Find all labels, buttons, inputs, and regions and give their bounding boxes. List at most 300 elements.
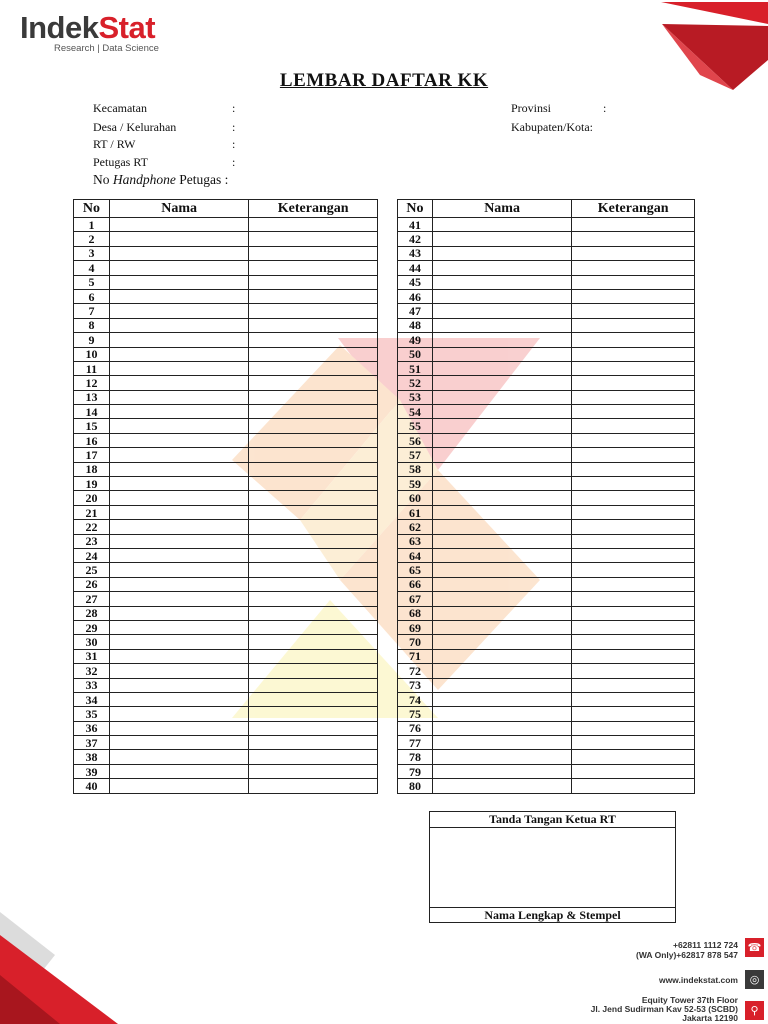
row-number: 31: [74, 649, 110, 663]
keterangan-cell: [249, 477, 378, 491]
table-row: [74, 491, 378, 505]
row-number: 47: [398, 304, 433, 318]
nama-cell: [432, 261, 571, 275]
keterangan-cell: [249, 390, 378, 404]
table-row: [74, 534, 378, 548]
keterangan-cell: [249, 520, 378, 534]
table-row: [398, 592, 695, 606]
table-row: [398, 707, 695, 721]
table-row: [398, 664, 695, 678]
table-row: [398, 577, 695, 591]
row-number: 68: [398, 606, 433, 620]
table-row: [398, 376, 695, 390]
nama-cell: [109, 462, 248, 476]
table-row: [74, 433, 378, 447]
table-row: [74, 405, 378, 419]
nama-cell: [432, 736, 571, 750]
keterangan-cell: [249, 577, 378, 591]
field-desa-colon: :: [232, 120, 236, 134]
keterangan-cell: [572, 707, 695, 721]
nama-cell: [109, 520, 248, 534]
row-number: 75: [398, 707, 433, 721]
nama-cell: [109, 246, 248, 260]
keterangan-cell: [572, 289, 695, 303]
table-row: [398, 750, 695, 764]
keterangan-cell: [572, 649, 695, 663]
row-number: 43: [398, 246, 433, 260]
nama-cell: [109, 333, 248, 347]
keterangan-cell: [572, 376, 695, 390]
nama-cell: [432, 218, 571, 232]
keterangan-cell: [249, 736, 378, 750]
contact-phone: [636, 940, 738, 960]
table-row: [74, 764, 378, 778]
table-row: [398, 635, 695, 649]
keterangan-cell: [249, 405, 378, 419]
keterangan-cell: [249, 232, 378, 246]
nama-cell: [109, 707, 248, 721]
field-provinsi-colon: :: [603, 101, 607, 115]
table-row: [74, 448, 378, 462]
keterangan-cell: [572, 505, 695, 519]
row-number: 44: [398, 261, 433, 275]
row-number: 4: [74, 261, 110, 275]
field-provinsi-label: Provinsi: [511, 101, 552, 115]
row-number: 3: [74, 246, 110, 260]
nama-cell: [432, 390, 571, 404]
keterangan-cell: [572, 736, 695, 750]
keterangan-cell: [249, 721, 378, 735]
nama-cell: [432, 577, 571, 591]
row-number: 36: [74, 721, 110, 735]
nama-cell: [432, 764, 571, 778]
table-row: [74, 520, 378, 534]
table-row: [398, 448, 695, 462]
row-number: 14: [74, 405, 110, 419]
table-row: [398, 433, 695, 447]
table-row: [398, 779, 695, 793]
table-row: [74, 635, 378, 649]
table-row: [74, 505, 378, 519]
phone-line-2: (WA Only)+62817 878 547: [636, 950, 738, 960]
nama-cell: [432, 750, 571, 764]
keterangan-cell: [249, 563, 378, 577]
field-kecamatan-label: Kecamatan: [93, 101, 147, 115]
table-row: [74, 692, 378, 706]
keterangan-cell: [572, 764, 695, 778]
keterangan-cell: [572, 218, 695, 232]
row-number: 42: [398, 232, 433, 246]
keterangan-cell: [249, 289, 378, 303]
keterangan-cell: [572, 433, 695, 447]
table-row: [398, 534, 695, 548]
handphone-prefix: No: [93, 172, 113, 187]
row-number: 22: [74, 520, 110, 534]
keterangan-cell: [249, 779, 378, 793]
keterangan-cell: [249, 505, 378, 519]
nama-cell: [432, 649, 571, 663]
row-number: 77: [398, 736, 433, 750]
nama-cell: [432, 462, 571, 476]
nama-cell: [109, 318, 248, 332]
keterangan-cell: [572, 405, 695, 419]
table-row: [398, 678, 695, 692]
table-row: [74, 347, 378, 361]
keterangan-cell: [572, 333, 695, 347]
table-row: [74, 620, 378, 634]
table-row: [74, 736, 378, 750]
row-number: 11: [74, 361, 110, 375]
kk-table-left: [73, 199, 378, 794]
table-row: [398, 218, 695, 232]
keterangan-cell: [572, 462, 695, 476]
row-number: 18: [74, 462, 110, 476]
keterangan-cell: [572, 721, 695, 735]
signature-box: [429, 811, 676, 923]
keterangan-cell: [572, 678, 695, 692]
table-row: [74, 664, 378, 678]
nama-cell: [432, 678, 571, 692]
row-number: 79: [398, 764, 433, 778]
row-number: 57: [398, 448, 433, 462]
row-number: 28: [74, 606, 110, 620]
nama-cell: [432, 606, 571, 620]
nama-cell: [109, 289, 248, 303]
keterangan-cell: [249, 649, 378, 663]
nama-cell: [109, 405, 248, 419]
row-number: 7: [74, 304, 110, 318]
nama-cell: [109, 433, 248, 447]
logo-tagline: Research | Data Science: [54, 43, 159, 54]
table-row: [74, 750, 378, 764]
keterangan-cell: [249, 764, 378, 778]
row-number: 63: [398, 534, 433, 548]
col-header-no: No: [74, 200, 110, 218]
keterangan-cell: [249, 246, 378, 260]
keterangan-cell: [249, 548, 378, 562]
row-number: 60: [398, 491, 433, 505]
row-number: 49: [398, 333, 433, 347]
col-header-keterangan: Keterangan: [249, 200, 378, 218]
keterangan-cell: [249, 462, 378, 476]
table-row: [74, 390, 378, 404]
nama-cell: [109, 764, 248, 778]
keterangan-cell: [249, 664, 378, 678]
nama-cell: [109, 649, 248, 663]
keterangan-cell: [572, 491, 695, 505]
table-row: [74, 376, 378, 390]
address-line-3: Jakarta 12190: [682, 1013, 738, 1023]
row-number: 17: [74, 448, 110, 462]
row-number: 29: [74, 620, 110, 634]
table-row: [398, 520, 695, 534]
row-number: 78: [398, 750, 433, 764]
keterangan-cell: [249, 376, 378, 390]
table-row: [398, 419, 695, 433]
col-header-keterangan: Keterangan: [572, 200, 695, 218]
keterangan-cell: [572, 232, 695, 246]
keterangan-cell: [572, 520, 695, 534]
nama-cell: [109, 620, 248, 634]
handphone-suffix: Petugas :: [175, 172, 229, 187]
row-number: 34: [74, 692, 110, 706]
table-row: [398, 261, 695, 275]
col-header-nama: Nama: [109, 200, 248, 218]
nama-cell: [109, 548, 248, 562]
field-petugas-colon: :: [232, 155, 236, 169]
nama-cell: [432, 620, 571, 634]
keterangan-cell: [572, 548, 695, 562]
keterangan-cell: [249, 333, 378, 347]
nama-cell: [432, 592, 571, 606]
field-kecamatan-colon: :: [232, 101, 236, 115]
row-number: 46: [398, 289, 433, 303]
table-row: [74, 649, 378, 663]
table-row: [398, 318, 695, 332]
table-row: [74, 333, 378, 347]
keterangan-cell: [249, 606, 378, 620]
nama-cell: [432, 361, 571, 375]
keterangan-cell: [572, 577, 695, 591]
keterangan-cell: [572, 246, 695, 260]
row-number: 16: [74, 433, 110, 447]
nama-cell: [432, 548, 571, 562]
keterangan-cell: [249, 448, 378, 462]
field-kabupaten-label: Kabupaten/Kota:: [511, 120, 593, 134]
row-number: 71: [398, 649, 433, 663]
location-pin-icon: ⚲: [745, 1001, 764, 1020]
row-number: 72: [398, 664, 433, 678]
nama-cell: [109, 592, 248, 606]
row-number: 24: [74, 548, 110, 562]
table-row: [398, 606, 695, 620]
nama-cell: [109, 218, 248, 232]
nama-cell: [109, 721, 248, 735]
table-row: [398, 649, 695, 663]
keterangan-cell: [249, 347, 378, 361]
nama-cell: [109, 491, 248, 505]
col-header-no: No: [398, 200, 433, 218]
nama-cell: [109, 664, 248, 678]
nama-cell: [432, 347, 571, 361]
nama-cell: [432, 304, 571, 318]
company-logo: [20, 10, 159, 54]
nama-cell: [432, 563, 571, 577]
row-number: 35: [74, 707, 110, 721]
signature-footer: Nama Lengkap & Stempel: [430, 907, 675, 922]
keterangan-cell: [249, 218, 378, 232]
nama-cell: [432, 232, 571, 246]
row-number: 67: [398, 592, 433, 606]
row-number: 12: [74, 376, 110, 390]
keterangan-cell: [572, 692, 695, 706]
logo-text-part1: Indek: [20, 10, 99, 45]
table-row: [74, 275, 378, 289]
table-row: [398, 347, 695, 361]
row-number: 10: [74, 347, 110, 361]
keterangan-cell: [572, 304, 695, 318]
nama-cell: [109, 635, 248, 649]
nama-cell: [432, 707, 571, 721]
nama-cell: [109, 505, 248, 519]
table-row: [74, 592, 378, 606]
table-row: [74, 707, 378, 721]
row-number: 58: [398, 462, 433, 476]
nama-cell: [432, 433, 571, 447]
nama-cell: [432, 419, 571, 433]
handphone-italic: Handphone: [112, 172, 176, 187]
nama-cell: [432, 477, 571, 491]
nama-cell: [432, 246, 571, 260]
nama-cell: [109, 448, 248, 462]
nama-cell: [432, 448, 571, 462]
nama-cell: [109, 678, 248, 692]
nama-cell: [432, 318, 571, 332]
page-title: LEMBAR DAFTAR KK: [279, 70, 489, 91]
table-row: [398, 333, 695, 347]
table-row: [74, 261, 378, 275]
row-number: 19: [74, 477, 110, 491]
row-number: 40: [74, 779, 110, 793]
nama-cell: [432, 491, 571, 505]
keterangan-cell: [572, 563, 695, 577]
table-row: [398, 246, 695, 260]
website-text: www.indekstat.com: [658, 975, 738, 985]
keterangan-cell: [249, 692, 378, 706]
signature-header: Tanda Tangan Ketua RT: [430, 812, 675, 828]
table-row: [74, 419, 378, 433]
nama-cell: [109, 779, 248, 793]
table-row: [74, 318, 378, 332]
row-number: 37: [74, 736, 110, 750]
nama-cell: [432, 333, 571, 347]
row-number: 23: [74, 534, 110, 548]
table-row: [74, 246, 378, 260]
row-number: 20: [74, 491, 110, 505]
logo-text-part2: Stat: [98, 10, 156, 45]
row-number: 62: [398, 520, 433, 534]
row-number: 48: [398, 318, 433, 332]
table-row: [398, 764, 695, 778]
table-row: [398, 275, 695, 289]
globe-icon: ◎: [745, 970, 764, 989]
row-number: 41: [398, 218, 433, 232]
nama-cell: [432, 721, 571, 735]
contact-address: [591, 996, 738, 1023]
table-row: [74, 304, 378, 318]
table-row: [74, 563, 378, 577]
nama-cell: [109, 376, 248, 390]
row-number: 6: [74, 289, 110, 303]
row-number: 15: [74, 419, 110, 433]
keterangan-cell: [572, 635, 695, 649]
table-row: [398, 289, 695, 303]
field-rtrw-label: RT / RW: [93, 137, 136, 151]
table-row: [398, 304, 695, 318]
table-row: [74, 218, 378, 232]
keterangan-cell: [572, 750, 695, 764]
keterangan-cell: [572, 620, 695, 634]
phone-line-1: +62811 1112 724: [672, 940, 738, 950]
table-row: [74, 477, 378, 491]
kk-table-right: [397, 199, 695, 794]
table-row: [74, 232, 378, 246]
row-number: 33: [74, 678, 110, 692]
keterangan-cell: [249, 261, 378, 275]
keterangan-cell: [572, 275, 695, 289]
nama-cell: [109, 606, 248, 620]
nama-cell: [432, 505, 571, 519]
field-desa-label: Desa / Kelurahan: [93, 120, 177, 134]
keterangan-cell: [249, 635, 378, 649]
nama-cell: [432, 376, 571, 390]
nama-cell: [432, 405, 571, 419]
row-number: 45: [398, 275, 433, 289]
contact-website: [659, 975, 738, 985]
keterangan-cell: [249, 534, 378, 548]
row-number: 13: [74, 390, 110, 404]
row-number: 80: [398, 779, 433, 793]
nama-cell: [109, 736, 248, 750]
row-number: 52: [398, 376, 433, 390]
row-number: 5: [74, 275, 110, 289]
nama-cell: [432, 692, 571, 706]
table-row: [398, 620, 695, 634]
keterangan-cell: [572, 347, 695, 361]
nama-cell: [432, 635, 571, 649]
table-row: [398, 721, 695, 735]
row-number: 39: [74, 764, 110, 778]
keterangan-cell: [572, 592, 695, 606]
table-row: [398, 477, 695, 491]
nama-cell: [109, 534, 248, 548]
row-number: 56: [398, 433, 433, 447]
nama-cell: [432, 534, 571, 548]
row-number: 64: [398, 548, 433, 562]
row-number: 2: [74, 232, 110, 246]
row-number: 55: [398, 419, 433, 433]
table-row: [398, 390, 695, 404]
table-row: [74, 548, 378, 562]
address-line-2: Jl. Jend Sudirman Kav 52-53 (SCBD): [590, 1004, 738, 1014]
keterangan-cell: [249, 750, 378, 764]
field-rtrw-colon: :: [232, 137, 236, 151]
address-line-1: Equity Tower 37th Floor: [641, 995, 738, 1005]
table-row: [398, 232, 695, 246]
nama-cell: [109, 261, 248, 275]
nama-cell: [109, 275, 248, 289]
nama-cell: [432, 275, 571, 289]
table-row: [74, 289, 378, 303]
row-number: 61: [398, 505, 433, 519]
nama-cell: [109, 477, 248, 491]
table-row: [398, 491, 695, 505]
keterangan-cell: [572, 419, 695, 433]
row-number: 69: [398, 620, 433, 634]
row-number: 51: [398, 361, 433, 375]
row-number: 30: [74, 635, 110, 649]
keterangan-cell: [249, 592, 378, 606]
keterangan-cell: [249, 707, 378, 721]
table-row: [398, 692, 695, 706]
keterangan-cell: [249, 361, 378, 375]
table-row: [398, 548, 695, 562]
nama-cell: [109, 563, 248, 577]
nama-cell: [109, 577, 248, 591]
keterangan-cell: [572, 261, 695, 275]
nama-cell: [109, 361, 248, 375]
row-number: 50: [398, 347, 433, 361]
